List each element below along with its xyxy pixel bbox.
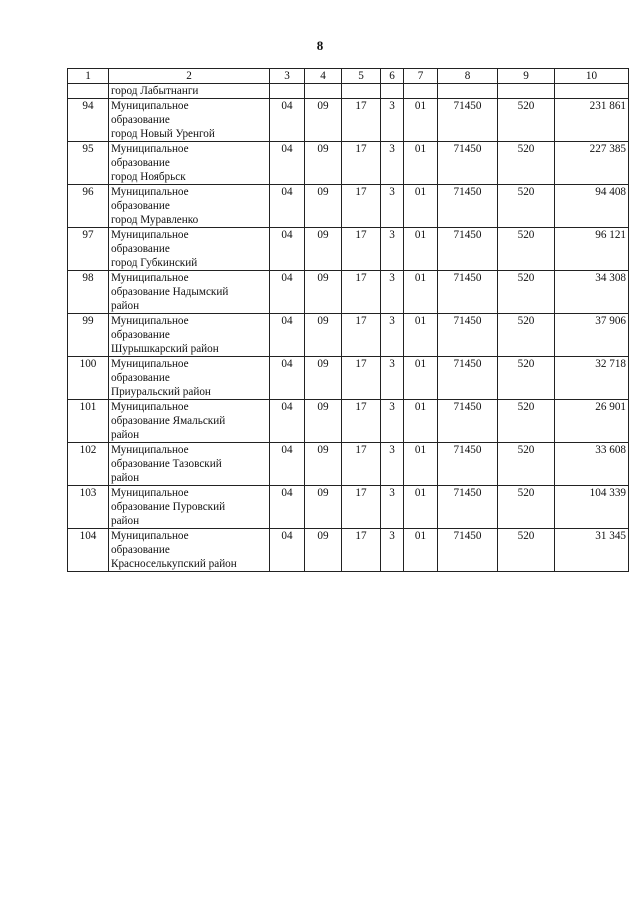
code-cell-c8: 71450 <box>438 357 498 400</box>
municipality-name-line: образование <box>111 329 170 341</box>
code-cell-c6: 3 <box>381 443 404 486</box>
code-cell-c9: 520 <box>498 271 555 314</box>
municipality-name-line: район <box>111 429 140 441</box>
row-number: 96 <box>68 185 109 228</box>
municipality-name-line: город Лабытнанги <box>111 85 199 97</box>
code-cell-c4: 09 <box>305 486 342 529</box>
code-cell-c9: 520 <box>498 357 555 400</box>
municipality-name-line: Муниципальное <box>111 186 189 198</box>
row-number: 97 <box>68 228 109 271</box>
page-number: 8 <box>316 38 324 53</box>
row-number: 95 <box>68 142 109 185</box>
amount-cell: 31 345 <box>555 529 629 572</box>
code-cell-c4: 09 <box>305 99 342 142</box>
code-cell-c9: 520 <box>498 185 555 228</box>
table-row-continuation <box>68 84 629 99</box>
code-cell-c5: 17 <box>342 185 381 228</box>
code-cell-c5: 17 <box>342 357 381 400</box>
municipality-name-line: образование <box>111 200 170 212</box>
code-cell-c8: 71450 <box>438 529 498 572</box>
municipality-name <box>109 228 270 271</box>
municipality-name-line: образование <box>111 114 170 126</box>
column-header: 9 <box>498 69 555 84</box>
code-cell-c7: 01 <box>404 357 438 400</box>
municipality-name <box>109 443 270 486</box>
code-cell-c3: 04 <box>270 357 305 400</box>
municipality-name-line: образование Пуровский <box>111 501 226 513</box>
column-header: 10 <box>555 69 629 84</box>
code-cell-c9: 520 <box>498 228 555 271</box>
code-cell-c3: 04 <box>270 271 305 314</box>
code-cell-c7: 01 <box>404 314 438 357</box>
municipality-name-line: Муниципальное <box>111 100 189 112</box>
code-cell-c6: 3 <box>381 271 404 314</box>
code-cell-c4: 09 <box>305 529 342 572</box>
code-cell-c4 <box>305 84 342 99</box>
municipality-name-line: Муниципальное <box>111 401 189 413</box>
amount-cell: 104 339 <box>555 486 629 529</box>
code-cell-c8: 71450 <box>438 142 498 185</box>
column-header: 6 <box>381 69 404 84</box>
municipality-name-line: район <box>111 300 140 312</box>
amount-cell: 37 906 <box>555 314 629 357</box>
municipality-name <box>109 529 270 572</box>
code-cell-c3: 04 <box>270 142 305 185</box>
municipality-name-line: Муниципальное <box>111 315 189 327</box>
code-cell-c5: 17 <box>342 400 381 443</box>
table-row <box>68 529 629 572</box>
code-cell-c9: 520 <box>498 529 555 572</box>
table-row <box>68 99 629 142</box>
table-body <box>68 84 629 572</box>
amount-cell: 26 901 <box>555 400 629 443</box>
code-cell-c7: 01 <box>404 271 438 314</box>
table-row <box>68 142 629 185</box>
code-cell-c3: 04 <box>270 443 305 486</box>
code-cell-c3: 04 <box>270 529 305 572</box>
code-cell-c5: 17 <box>342 529 381 572</box>
amount-cell: 96 121 <box>555 228 629 271</box>
code-cell-c6: 3 <box>381 486 404 529</box>
table-row <box>68 486 629 529</box>
code-cell-c6: 3 <box>381 357 404 400</box>
amount-cell: 231 861 <box>555 99 629 142</box>
code-cell-c6: 3 <box>381 228 404 271</box>
code-cell-c8 <box>438 84 498 99</box>
municipality-name-line: город Ноябрьск <box>111 171 186 183</box>
column-header: 4 <box>305 69 342 84</box>
table-row <box>68 271 629 314</box>
row-number <box>68 84 109 99</box>
row-number: 101 <box>68 400 109 443</box>
code-cell-c7: 01 <box>404 99 438 142</box>
code-cell-c5: 17 <box>342 142 381 185</box>
municipality-name-line: Муниципальное <box>111 487 189 499</box>
code-cell-c8: 71450 <box>438 400 498 443</box>
municipality-name-line: образование Тазовский <box>111 458 222 470</box>
code-cell-c3: 04 <box>270 486 305 529</box>
column-header: 2 <box>109 69 270 84</box>
code-cell-c3: 04 <box>270 314 305 357</box>
table-row <box>68 443 629 486</box>
code-cell-c9: 520 <box>498 99 555 142</box>
municipality-name-line: образование Надымский <box>111 286 229 298</box>
code-cell-c7: 01 <box>404 228 438 271</box>
code-cell-c4: 09 <box>305 357 342 400</box>
code-cell-c4: 09 <box>305 228 342 271</box>
code-cell-c5: 17 <box>342 443 381 486</box>
code-cell-c4: 09 <box>305 271 342 314</box>
code-cell-c7: 01 <box>404 486 438 529</box>
code-cell-c4: 09 <box>305 185 342 228</box>
code-cell-c7 <box>404 84 438 99</box>
municipality-name-line: образование <box>111 544 170 556</box>
table-row <box>68 185 629 228</box>
row-number: 99 <box>68 314 109 357</box>
code-cell-c3: 04 <box>270 99 305 142</box>
code-cell-c7: 01 <box>404 142 438 185</box>
municipality-name <box>109 99 270 142</box>
code-cell-c7: 01 <box>404 400 438 443</box>
code-cell-c6: 3 <box>381 314 404 357</box>
municipality-name-line: Муниципальное <box>111 358 189 370</box>
code-cell-c6: 3 <box>381 185 404 228</box>
amount-cell: 32 718 <box>555 357 629 400</box>
column-header: 3 <box>270 69 305 84</box>
table-header <box>68 69 629 84</box>
budget-table <box>67 68 629 572</box>
code-cell-c9: 520 <box>498 142 555 185</box>
code-cell-c6: 3 <box>381 142 404 185</box>
municipality-name-line: образование <box>111 372 170 384</box>
municipality-name <box>109 486 270 529</box>
code-cell-c8: 71450 <box>438 228 498 271</box>
row-number: 94 <box>68 99 109 142</box>
code-cell-c8: 71450 <box>438 486 498 529</box>
municipality-name-line: Муниципальное <box>111 530 189 542</box>
code-cell-c8: 71450 <box>438 271 498 314</box>
row-number: 103 <box>68 486 109 529</box>
table-row <box>68 314 629 357</box>
code-cell-c9: 520 <box>498 443 555 486</box>
table-row <box>68 228 629 271</box>
code-cell-c9: 520 <box>498 400 555 443</box>
code-cell-c8: 71450 <box>438 314 498 357</box>
code-cell-c3: 04 <box>270 228 305 271</box>
code-cell-c4: 09 <box>305 142 342 185</box>
amount-cell: 34 308 <box>555 271 629 314</box>
code-cell-c6: 3 <box>381 99 404 142</box>
code-cell-c8: 71450 <box>438 443 498 486</box>
column-header: 7 <box>404 69 438 84</box>
municipality-name-line: Муниципальное <box>111 143 189 155</box>
code-cell-c3 <box>270 84 305 99</box>
municipality-name-line: Приуральский район <box>111 386 211 398</box>
municipality-name <box>109 314 270 357</box>
code-cell-c8: 71450 <box>438 185 498 228</box>
table-row <box>68 400 629 443</box>
code-cell-c9: 520 <box>498 314 555 357</box>
code-cell-c7: 01 <box>404 443 438 486</box>
municipality-name <box>109 84 270 99</box>
municipality-name-line: образование <box>111 157 170 169</box>
municipality-name-line: образование Ямальский <box>111 415 226 427</box>
municipality-name <box>109 400 270 443</box>
municipality-name-line: район <box>111 472 140 484</box>
code-cell-c4: 09 <box>305 443 342 486</box>
code-cell-c4: 09 <box>305 400 342 443</box>
municipality-name-line: Муниципальное <box>111 272 189 284</box>
code-cell-c6: 3 <box>381 529 404 572</box>
column-header: 5 <box>342 69 381 84</box>
municipality-name <box>109 142 270 185</box>
municipality-name-line: образование <box>111 243 170 255</box>
municipality-name <box>109 185 270 228</box>
amount-cell: 33 608 <box>555 443 629 486</box>
municipality-name-line: Муниципальное <box>111 229 189 241</box>
row-number: 100 <box>68 357 109 400</box>
row-number: 98 <box>68 271 109 314</box>
municipality-name-line: Шурышкарский район <box>111 343 219 355</box>
code-cell-c5: 17 <box>342 228 381 271</box>
column-header: 8 <box>438 69 498 84</box>
code-cell-c3: 04 <box>270 400 305 443</box>
row-number: 102 <box>68 443 109 486</box>
code-cell-c5: 17 <box>342 99 381 142</box>
municipality-name-line: город Новый Уренгой <box>111 128 215 140</box>
code-cell-c6 <box>381 84 404 99</box>
code-cell-c5: 17 <box>342 314 381 357</box>
municipality-name-line: Муниципальное <box>111 444 189 456</box>
municipality-name-line: район <box>111 515 140 527</box>
table-row <box>68 357 629 400</box>
code-cell-c7: 01 <box>404 529 438 572</box>
header-row <box>68 69 629 84</box>
municipality-name <box>109 271 270 314</box>
column-header: 1 <box>68 69 109 84</box>
code-cell-c4: 09 <box>305 314 342 357</box>
code-cell-c5: 17 <box>342 486 381 529</box>
municipality-name-line: город Губкинский <box>111 257 198 269</box>
row-number: 104 <box>68 529 109 572</box>
amount-cell <box>555 84 629 99</box>
code-cell-c3: 04 <box>270 185 305 228</box>
amount-cell: 94 408 <box>555 185 629 228</box>
municipality-name-line: Красноселькупский район <box>111 558 237 570</box>
code-cell-c5 <box>342 84 381 99</box>
code-cell-c7: 01 <box>404 185 438 228</box>
code-cell-c9: 520 <box>498 486 555 529</box>
municipality-name-line: город Муравленко <box>111 214 199 226</box>
code-cell-c9 <box>498 84 555 99</box>
municipality-name <box>109 357 270 400</box>
amount-cell: 227 385 <box>555 142 629 185</box>
code-cell-c6: 3 <box>381 400 404 443</box>
code-cell-c5: 17 <box>342 271 381 314</box>
code-cell-c8: 71450 <box>438 99 498 142</box>
